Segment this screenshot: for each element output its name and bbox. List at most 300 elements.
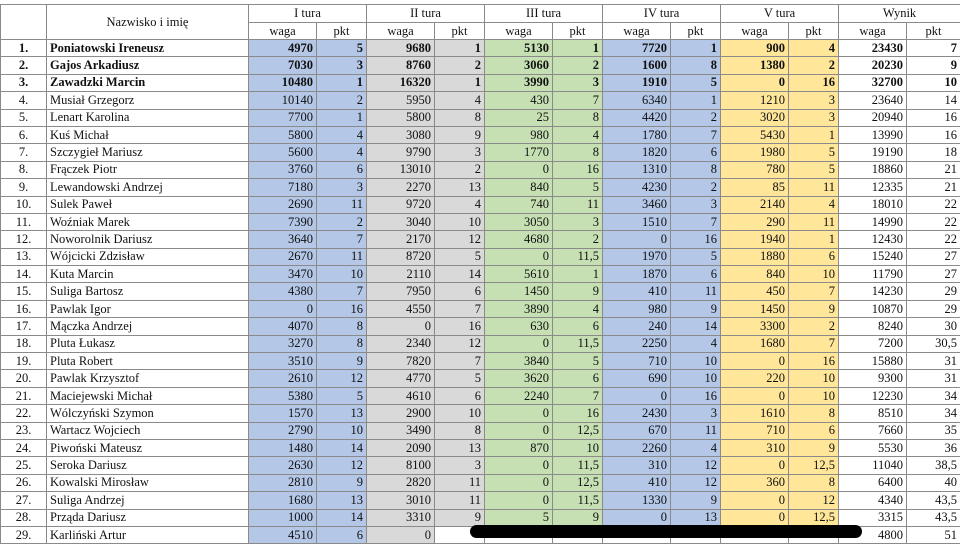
- cell-waga: 0: [367, 526, 435, 543]
- cell-pkt: 16: [907, 126, 960, 143]
- table-row: [1, 213, 960, 230]
- cell-pkt: 9: [553, 283, 603, 300]
- table-row: [1, 335, 960, 352]
- cell-pkt: 7: [553, 92, 603, 109]
- cell-waga: 7660: [839, 422, 907, 439]
- row-index: 27.: [1, 492, 47, 509]
- cell-pkt: 10: [671, 353, 721, 370]
- competitor-name: Lenart Karolina: [47, 109, 249, 126]
- cell-waga: 0: [485, 161, 553, 178]
- cell-pkt: 1: [317, 74, 367, 91]
- competitor-name: Pluta Łukasz: [47, 335, 249, 352]
- cell-waga: 430: [485, 92, 553, 109]
- cell-pkt: 7: [317, 231, 367, 248]
- row-index: 26.: [1, 474, 47, 491]
- cell-pkt: 27: [907, 248, 960, 265]
- cell-waga: 0: [249, 300, 317, 317]
- cell-pkt: 3: [671, 196, 721, 213]
- cell-pkt: 10: [435, 405, 485, 422]
- cell-pkt: 10: [671, 370, 721, 387]
- cell-pkt: 22: [907, 231, 960, 248]
- cell-waga: 2630: [249, 457, 317, 474]
- cell-pkt: 11,5: [553, 492, 603, 509]
- cell-waga: 740: [485, 196, 553, 213]
- cell-pkt: 2: [789, 318, 839, 335]
- cell-pkt: 9: [671, 492, 721, 509]
- cell-waga: 2900: [367, 405, 435, 422]
- table-row: [1, 370, 960, 387]
- cell-pkt: 13: [317, 405, 367, 422]
- cell-pkt: 12: [671, 457, 721, 474]
- cell-waga: 1880: [721, 248, 789, 265]
- cell-pkt: 16: [671, 231, 721, 248]
- cell-waga: 2240: [485, 387, 553, 404]
- header-row-rounds: [1, 5, 960, 23]
- cell-waga: 1770: [485, 144, 553, 161]
- cell-pkt: 7: [317, 283, 367, 300]
- cell-pkt: 12,5: [553, 474, 603, 491]
- cell-waga: 14230: [839, 283, 907, 300]
- cell-waga: 360: [721, 474, 789, 491]
- cell-pkt: 11: [553, 196, 603, 213]
- row-index: 23.: [1, 422, 47, 439]
- cell-waga: 1680: [721, 335, 789, 352]
- cell-pkt: 51: [907, 526, 960, 543]
- cell-waga: 3010: [367, 492, 435, 509]
- cell-pkt: 29: [907, 283, 960, 300]
- row-index: 28.: [1, 509, 47, 526]
- cell-waga: 5800: [249, 126, 317, 143]
- cell-waga: 1450: [485, 283, 553, 300]
- table-row: [1, 509, 960, 526]
- cell-waga: 2110: [367, 266, 435, 283]
- cell-waga: 4340: [839, 492, 907, 509]
- cell-pkt: 30: [907, 318, 960, 335]
- header-waga: waga: [485, 23, 553, 40]
- cell-waga: 1310: [603, 161, 671, 178]
- table-row: [1, 92, 960, 109]
- row-index: 9.: [1, 179, 47, 196]
- cell-waga: 8720: [367, 248, 435, 265]
- cell-waga: 11040: [839, 457, 907, 474]
- competitor-name: Woźniak Marek: [47, 213, 249, 230]
- cell-waga: 5130: [485, 40, 553, 57]
- cell-pkt: 12: [789, 492, 839, 509]
- row-index: 21.: [1, 387, 47, 404]
- cell-waga: 3300: [721, 318, 789, 335]
- cell-waga: 670: [603, 422, 671, 439]
- table-row: [1, 179, 960, 196]
- cell-pkt: 8: [435, 109, 485, 126]
- cell-waga: 980: [603, 300, 671, 317]
- cell-waga: 9720: [367, 196, 435, 213]
- cell-pkt: 4: [435, 196, 485, 213]
- header-name: Nazwisko i imię: [47, 5, 249, 40]
- competitor-name: Mączka Andrzej: [47, 318, 249, 335]
- cell-waga: 710: [603, 353, 671, 370]
- cell-waga: 840: [721, 266, 789, 283]
- cell-waga: 840: [485, 179, 553, 196]
- table-row: [1, 474, 960, 491]
- cell-waga: 450: [721, 283, 789, 300]
- cell-waga: 9300: [839, 370, 907, 387]
- cell-waga: 85: [721, 179, 789, 196]
- cell-waga: 10870: [839, 300, 907, 317]
- cell-pkt: 16: [317, 300, 367, 317]
- cell-waga: 4420: [603, 109, 671, 126]
- cell-pkt: 5: [671, 248, 721, 265]
- cell-waga: 1330: [603, 492, 671, 509]
- header-round-2: II tura: [367, 5, 485, 23]
- cell-waga: 5: [485, 509, 553, 526]
- header-waga: waga: [249, 23, 317, 40]
- cell-pkt: 1: [671, 92, 721, 109]
- cell-pkt: 16: [789, 74, 839, 91]
- competitor-name: Suliga Bartosz: [47, 283, 249, 300]
- cell-pkt: 1: [553, 266, 603, 283]
- cell-waga: 14990: [839, 213, 907, 230]
- cell-pkt: 2: [671, 109, 721, 126]
- cell-waga: 1480: [249, 439, 317, 456]
- results-table: [0, 4, 960, 544]
- cell-waga: 1870: [603, 266, 671, 283]
- cell-pkt: 6: [671, 144, 721, 161]
- cell-waga: 3315: [839, 509, 907, 526]
- cell-pkt: 36: [907, 439, 960, 456]
- cell-pkt: 11: [789, 179, 839, 196]
- header-pkt: pkt: [789, 23, 839, 40]
- cell-waga: 1610: [721, 405, 789, 422]
- cell-pkt: 5: [553, 179, 603, 196]
- cell-waga: 4550: [367, 300, 435, 317]
- cell-pkt: 2: [671, 179, 721, 196]
- cell-waga: 18860: [839, 161, 907, 178]
- cell-pkt: 40: [907, 474, 960, 491]
- row-index: 17.: [1, 318, 47, 335]
- cell-pkt: 7: [553, 387, 603, 404]
- competitor-name: Pawlak Igor: [47, 300, 249, 317]
- cell-pkt: 5: [671, 74, 721, 91]
- cell-waga: 7390: [249, 213, 317, 230]
- cell-waga: 4610: [367, 387, 435, 404]
- cell-pkt: 8: [671, 57, 721, 74]
- cell-waga: 5530: [839, 439, 907, 456]
- cell-pkt: 9: [317, 474, 367, 491]
- cell-pkt: 22: [907, 213, 960, 230]
- cell-waga: 13990: [839, 126, 907, 143]
- cell-waga: 2260: [603, 439, 671, 456]
- competitor-name: Prząda Dariusz: [47, 509, 249, 526]
- competitor-name: Szczygieł Mariusz: [47, 144, 249, 161]
- cell-waga: 290: [721, 213, 789, 230]
- cell-pkt: 10: [317, 266, 367, 283]
- header-waga: waga: [839, 23, 907, 40]
- cell-pkt: 12,5: [553, 422, 603, 439]
- cell-pkt: 11: [671, 422, 721, 439]
- cell-waga: 0: [485, 405, 553, 422]
- cell-waga: 0: [485, 457, 553, 474]
- cell-waga: 3990: [485, 74, 553, 91]
- cell-waga: 4380: [249, 283, 317, 300]
- table-row: [1, 74, 960, 91]
- cell-waga: 10140: [249, 92, 317, 109]
- cell-waga: 980: [485, 126, 553, 143]
- row-index: 3.: [1, 74, 47, 91]
- row-index: 8.: [1, 161, 47, 178]
- cell-pkt: 4: [317, 126, 367, 143]
- cell-pkt: 11: [317, 248, 367, 265]
- cell-pkt: 10: [789, 387, 839, 404]
- cell-pkt: 11: [671, 283, 721, 300]
- cell-pkt: 5: [553, 353, 603, 370]
- cell-waga: 15880: [839, 353, 907, 370]
- cell-waga: 900: [721, 40, 789, 57]
- row-index: 2.: [1, 57, 47, 74]
- cell-pkt: 13: [317, 492, 367, 509]
- cell-waga: 240: [603, 318, 671, 335]
- cell-pkt: 9: [435, 126, 485, 143]
- cell-pkt: 3: [553, 74, 603, 91]
- competitor-name: Poniatowski Ireneusz: [47, 40, 249, 57]
- cell-pkt: 1: [553, 40, 603, 57]
- cell-pkt: 12,5: [789, 509, 839, 526]
- cell-waga: 4070: [249, 318, 317, 335]
- cell-pkt: 14: [317, 439, 367, 456]
- cell-waga: 0: [721, 74, 789, 91]
- cell-waga: 2790: [249, 422, 317, 439]
- cell-pkt: 6: [553, 370, 603, 387]
- cell-waga: 1510: [603, 213, 671, 230]
- cell-pkt: 1: [789, 231, 839, 248]
- competitor-name: Wójcicki Zdzisław: [47, 248, 249, 265]
- cell-pkt: 4: [553, 126, 603, 143]
- cell-waga: 3080: [367, 126, 435, 143]
- competitor-name: Maciejewski Michał: [47, 387, 249, 404]
- cell-pkt: 8: [553, 144, 603, 161]
- row-index: 20.: [1, 370, 47, 387]
- cell-pkt: 13: [435, 179, 485, 196]
- header-pkt: pkt: [907, 23, 960, 40]
- cell-waga: 4770: [367, 370, 435, 387]
- table-row: [1, 422, 960, 439]
- cell-waga: 12335: [839, 179, 907, 196]
- competitor-name: Kuś Michał: [47, 126, 249, 143]
- cell-waga: 3890: [485, 300, 553, 317]
- cell-waga: 23430: [839, 40, 907, 57]
- cell-pkt: 16: [435, 318, 485, 335]
- cell-pkt: 13: [435, 439, 485, 456]
- cell-pkt: 7: [671, 213, 721, 230]
- table-row: [1, 144, 960, 161]
- cell-pkt: 21: [907, 179, 960, 196]
- table-row: [1, 248, 960, 265]
- header-round-5: V tura: [721, 5, 839, 23]
- cell-waga: 8100: [367, 457, 435, 474]
- cell-pkt: 7: [671, 126, 721, 143]
- row-index: 29.: [1, 526, 47, 543]
- cell-pkt: 22: [907, 196, 960, 213]
- cell-pkt: 1: [671, 40, 721, 57]
- table-row: [1, 300, 960, 317]
- cell-pkt: 16: [789, 353, 839, 370]
- cell-pkt: 7: [435, 300, 485, 317]
- cell-pkt: 11: [317, 196, 367, 213]
- cell-waga: 2670: [249, 248, 317, 265]
- cell-pkt: 10: [553, 439, 603, 456]
- cell-waga: 0: [485, 492, 553, 509]
- cell-pkt: 14: [435, 266, 485, 283]
- competitor-name: Wartacz Wojciech: [47, 422, 249, 439]
- cell-waga: 2820: [367, 474, 435, 491]
- row-index: 12.: [1, 231, 47, 248]
- cell-waga: 7720: [603, 40, 671, 57]
- cell-pkt: 1: [435, 40, 485, 57]
- cell-waga: 4800: [839, 526, 907, 543]
- cell-pkt: 9: [907, 57, 960, 74]
- competitor-name: Kowalski Mirosław: [47, 474, 249, 491]
- cell-waga: 19190: [839, 144, 907, 161]
- cell-pkt: 21: [907, 161, 960, 178]
- cell-pkt: 2: [553, 231, 603, 248]
- cell-pkt: 2: [317, 92, 367, 109]
- cell-pkt: 14: [671, 318, 721, 335]
- row-index: 5.: [1, 109, 47, 126]
- cell-waga: 0: [485, 474, 553, 491]
- cell-waga: 0: [721, 387, 789, 404]
- cell-pkt: 43,5: [907, 509, 960, 526]
- cell-waga: 0: [603, 509, 671, 526]
- header-pkt: pkt: [435, 23, 485, 40]
- cell-waga: 3510: [249, 353, 317, 370]
- table-row: [1, 109, 960, 126]
- row-index: 4.: [1, 92, 47, 109]
- cell-pkt: 8: [553, 109, 603, 126]
- cell-waga: 1820: [603, 144, 671, 161]
- header-round-3: III tura: [485, 5, 603, 23]
- cell-pkt: 12,5: [789, 457, 839, 474]
- cell-waga: 1980: [721, 144, 789, 161]
- cell-waga: 1570: [249, 405, 317, 422]
- cell-pkt: 11,5: [553, 335, 603, 352]
- cell-pkt: 8: [789, 474, 839, 491]
- cell-waga: 310: [721, 439, 789, 456]
- cell-waga: 1970: [603, 248, 671, 265]
- cell-pkt: 14: [907, 92, 960, 109]
- cell-pkt: 11,5: [553, 457, 603, 474]
- cell-waga: 9790: [367, 144, 435, 161]
- competitor-name: Wólczyński Szymon: [47, 405, 249, 422]
- table-row: [1, 318, 960, 335]
- cell-pkt: 8: [435, 422, 485, 439]
- cell-pkt: 9: [789, 300, 839, 317]
- cell-waga: 3270: [249, 335, 317, 352]
- cell-pkt: 4: [671, 439, 721, 456]
- table-row: [1, 492, 960, 509]
- cell-pkt: 5: [317, 40, 367, 57]
- cell-pkt: 1: [789, 126, 839, 143]
- cell-pkt: 6: [435, 283, 485, 300]
- cell-waga: 5430: [721, 126, 789, 143]
- cell-waga: 0: [603, 231, 671, 248]
- cell-waga: 2170: [367, 231, 435, 248]
- cell-pkt: 4: [789, 40, 839, 57]
- cell-pkt: 6: [789, 422, 839, 439]
- competitor-name: Gajos Arkadiusz: [47, 57, 249, 74]
- cell-pkt: 8: [789, 405, 839, 422]
- table-row: [1, 40, 960, 57]
- row-index: 15.: [1, 283, 47, 300]
- cell-pkt: 14: [317, 509, 367, 526]
- cell-waga: 3460: [603, 196, 671, 213]
- cell-waga: 0: [721, 353, 789, 370]
- cell-pkt: 8: [317, 335, 367, 352]
- row-index: 1.: [1, 40, 47, 57]
- cell-pkt: 11,5: [553, 248, 603, 265]
- cell-pkt: 12: [435, 231, 485, 248]
- cell-pkt: 6: [317, 161, 367, 178]
- cell-waga: 25: [485, 109, 553, 126]
- cell-pkt: 4: [317, 144, 367, 161]
- cell-waga: 1910: [603, 74, 671, 91]
- table-row: [1, 231, 960, 248]
- cell-pkt: 8: [671, 161, 721, 178]
- competitor-name: Zawadzki Marcin: [47, 74, 249, 91]
- cell-pkt: 11: [435, 492, 485, 509]
- cell-waga: 690: [603, 370, 671, 387]
- header-waga: waga: [603, 23, 671, 40]
- cell-pkt: 34: [907, 405, 960, 422]
- row-index: 25.: [1, 457, 47, 474]
- cell-waga: 12230: [839, 387, 907, 404]
- header-waga: waga: [367, 23, 435, 40]
- cell-waga: 8760: [367, 57, 435, 74]
- competitor-name: Frączek Piotr: [47, 161, 249, 178]
- table-row: [1, 161, 960, 178]
- cell-pkt: 9: [317, 353, 367, 370]
- cell-waga: 2810: [249, 474, 317, 491]
- table-body: [1, 40, 960, 544]
- cell-pkt: 16: [553, 405, 603, 422]
- cell-waga: 7950: [367, 283, 435, 300]
- cell-pkt: 5: [789, 144, 839, 161]
- header-waga: waga: [721, 23, 789, 40]
- cell-pkt: 31: [907, 353, 960, 370]
- cell-waga: 0: [367, 318, 435, 335]
- cell-waga: 7200: [839, 335, 907, 352]
- table-row: [1, 387, 960, 404]
- cell-waga: 410: [603, 283, 671, 300]
- cell-pkt: 27: [907, 266, 960, 283]
- competitor-name: Pluta Robert: [47, 353, 249, 370]
- cell-pkt: 2: [435, 161, 485, 178]
- table-row: [1, 196, 960, 213]
- cell-waga: 3490: [367, 422, 435, 439]
- cell-pkt: 3: [789, 92, 839, 109]
- cell-waga: 1680: [249, 492, 317, 509]
- competitor-name: Musiał Grzegorz: [47, 92, 249, 109]
- table-row: [1, 57, 960, 74]
- cell-waga: 16320: [367, 74, 435, 91]
- header-round-1: I tura: [249, 5, 367, 23]
- cell-pkt: 3: [317, 179, 367, 196]
- cell-waga: 8510: [839, 405, 907, 422]
- cell-waga: 23640: [839, 92, 907, 109]
- cell-pkt: 8: [317, 318, 367, 335]
- competitor-name: Kuta Marcin: [47, 266, 249, 283]
- cell-waga: 1000: [249, 509, 317, 526]
- header-round-4: IV tura: [603, 5, 721, 23]
- cell-pkt: 1: [317, 109, 367, 126]
